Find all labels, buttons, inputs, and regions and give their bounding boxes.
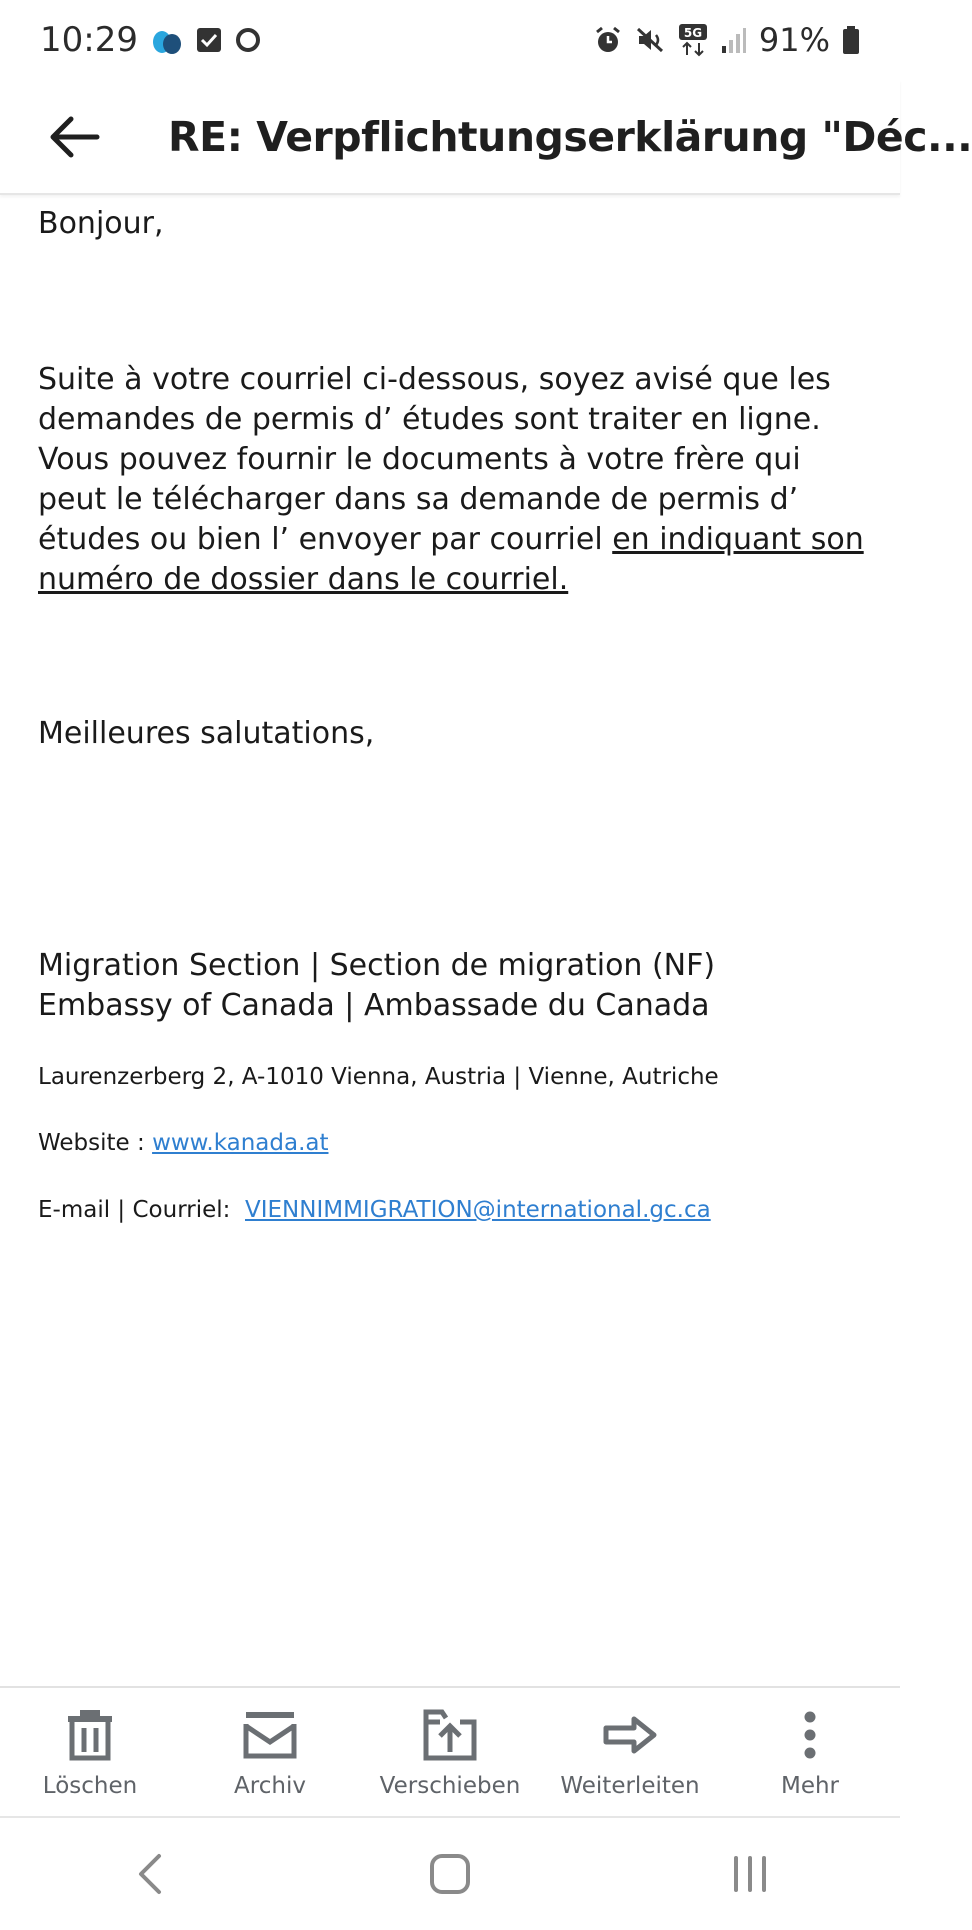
email-link[interactable]: VIENNIMMIGRATION@international.gc.ca (245, 1197, 711, 1223)
signature-line-2: Embassy of Canada | Ambassade du Canada (38, 988, 710, 1023)
email-closing: Meilleures salutations, (38, 716, 375, 751)
signature-email (38, 1195, 711, 1225)
system-navigation-bar (0, 1816, 900, 1930)
more-label: Mehr (780, 1773, 840, 1799)
more-button[interactable] (720, 1705, 900, 1799)
network-5g-icon (677, 23, 709, 57)
back-button[interactable] (38, 101, 110, 173)
archive-label: Archiv (234, 1773, 306, 1799)
email-label: E-mail | Courriel: (38, 1197, 245, 1223)
forward-label: Weiterleiten (560, 1773, 700, 1799)
signature-website (38, 1128, 329, 1158)
app-notification-icon (150, 25, 184, 55)
website-label: Website : (38, 1130, 153, 1156)
recent-apps-icon (730, 1854, 770, 1894)
status-right (593, 21, 860, 59)
email-paragraph (38, 360, 873, 600)
mute-icon (635, 25, 665, 55)
alarm-icon (593, 25, 623, 55)
forward-button[interactable] (540, 1705, 720, 1799)
home-square-icon (428, 1852, 472, 1896)
website-link[interactable]: www.kanada.at (152, 1130, 329, 1156)
nav-home-button[interactable] (390, 1834, 510, 1914)
email-action-bar (0, 1686, 900, 1816)
paragraph-text: Suite à votre courriel ci-dessous, soyez avisé que les demandes de permis d’ études sont traiter en ligne. Vous pouvez fournir le documents à votre frère qui peut le télécharger dans sa demande de permis d’ études ou bien l’ envoyer par courriel (38, 362, 831, 557)
forward-arrow-icon (600, 1705, 660, 1765)
move-to-folder-icon (420, 1705, 480, 1765)
delete-label: Löschen (42, 1773, 138, 1799)
signal-icon (721, 26, 747, 54)
signature-line-1: Migration Section | Section de migration (NF) (38, 948, 716, 983)
email-subject: RE: Verpflichtungserklärung "Déc... (168, 112, 972, 161)
email-greeting: Bonjour, (38, 206, 164, 241)
battery-percent: 91% (758, 21, 830, 59)
signature-address: Laurenzerberg 2, A-1010 Vienna, Austria | Vienne, Autriche (38, 1064, 719, 1090)
arrow-left-icon (47, 115, 101, 159)
delete-button[interactable] (0, 1705, 180, 1799)
email-header (0, 80, 972, 195)
nav-recents-button[interactable] (690, 1834, 810, 1914)
chevron-left-icon (135, 1852, 165, 1896)
move-label: Verschieben (379, 1773, 521, 1799)
battery-icon (842, 25, 860, 55)
status-left (40, 20, 262, 60)
status-bar (0, 0, 900, 80)
trash-icon (60, 1705, 120, 1765)
archive-icon (240, 1705, 300, 1765)
svg-text:5G: 5G (683, 26, 702, 40)
paragraph-underlined-text: en indiquant son numéro de dossier dans le courriel. (38, 522, 864, 597)
checkbox-notification-icon (196, 27, 222, 53)
move-button[interactable] (360, 1705, 540, 1799)
circle-notification-icon (234, 26, 262, 54)
more-vertical-icon (780, 1705, 840, 1765)
nav-back-button[interactable] (90, 1834, 210, 1914)
status-time: 10:29 (40, 20, 138, 60)
archive-button[interactable] (180, 1705, 360, 1799)
